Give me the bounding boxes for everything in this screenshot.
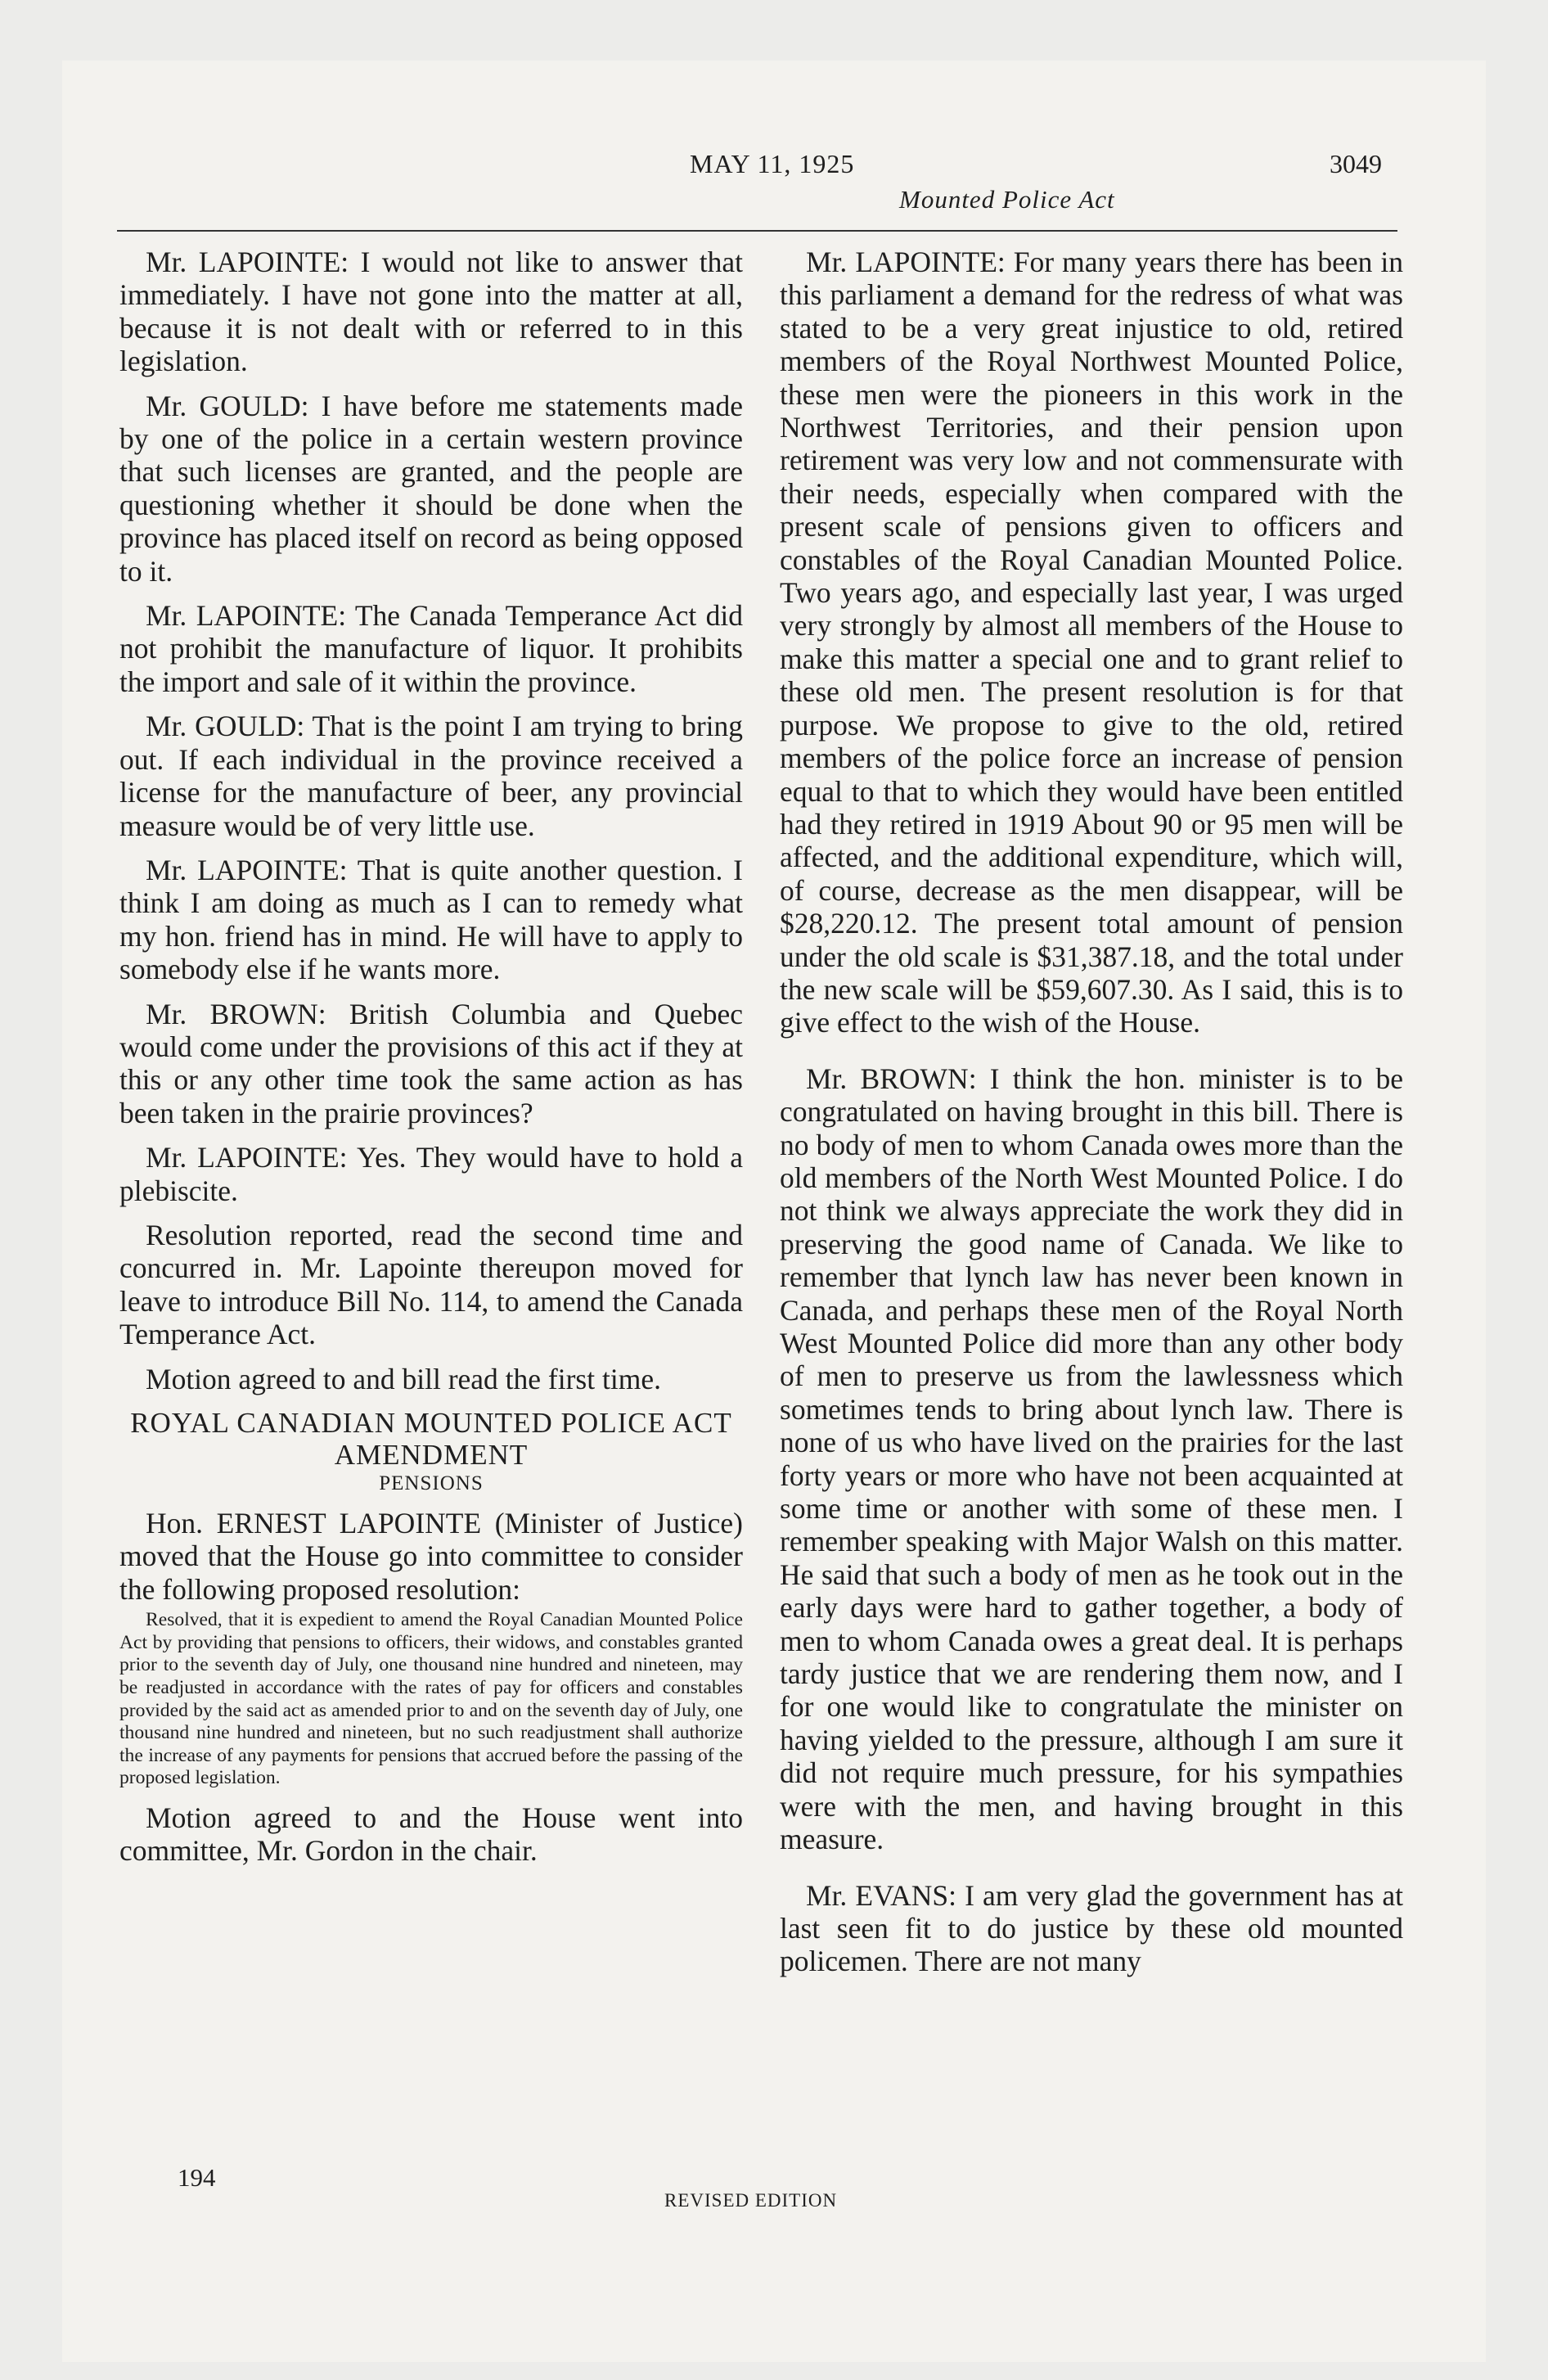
- header-date: MAY 11, 1925: [690, 149, 855, 178]
- edition-label: REVISED EDITION: [664, 2190, 838, 2211]
- paragraph: Resolution reported, read the second time and concurred in. Mr. Lapointe thereupon moved for leave to introduce Bill No. 114, to amend the Canada Temperance Act.: [119, 1218, 743, 1351]
- right-column: [780, 246, 1403, 1978]
- paragraph: Mr. BROWN: I think the hon. minister is to be congratulated on having brought in this bill. There is no body of men to whom Canada owes more than the old members of the North West Mounted Police. I do not think we always appreciate the work they did in preserving the good name of Canada. We like to remember that lynch law has never been known in Canada, and perhaps these men of the Royal North West Mounted Police did more than any other body of men to preserve us from the lawlessness which sometimes tends to bring about lynch law. There is none of us who have lived on the prairies for the last forty years or more who have not been acquainted at some time or another with some of these men. I remember speaking with Major Walsh on this matter. He said that such a body of men as he took out in the early days were hard to gather together, a body of men to whom Canada owes a great deal. It is perhaps tardy justice that we are rendering them now, and I for one would like to congratulate the minister on having yielded to the pressure, although I am sure it did not require much pressure, for his sympathies were with the men, and having brought in this measure.: [780, 1062, 1403, 1856]
- paragraph: Mr. LAPOINTE: For many years there has been in this parliament a demand for the redress of what was stated to be a very great injustice to old, retired members of the Royal Northwest Mounted Police, these men were the pioneers in this work in the Northwest Territories, and their pension upon retirement was very low and not commensurate with their needs, especially when compared with the present scale of pensions given to officers and constables of the Royal Canadian Mounted Police. Two years ago, and especially last year, I was urged very strongly by almost all members of the House to make this matter a special one and to grant relief to these old men. The present resolution is for that purpose. We propose to give to the old, retired members of the police force an increase of pension equal to that to which they would have been entitled had they retired in 1919 About 90 or 95 men will be affected, and the additional expenditure, which will, of course, decrease as the men disappear, will be $28,220.12. The present total amount of pension under the old scale is $31,387.18, and the total under the new scale will be $59,607.30. As I said, this is to give effect to the wish of the House.: [780, 246, 1403, 1039]
- paragraph: Mr. LAPOINTE: The Canada Temperance Act did not prohibit the manufacture of liquor. It prohibits the import and sale of it within the province.: [119, 599, 743, 698]
- paragraph: Mr. GOULD: I have before me statements made by one of the police in a certain western province that such licenses are granted, and the people are questioning whether it should be done when the province has placed itself on record as being opposed to it.: [119, 389, 743, 588]
- resolution-text: Resolved, that it is expedient to amend the Royal Canadian Mounted Police Act by providing that pensions to officers, their widows, and constables granted prior to the seventh day of July, one thousand nine hundred and nineteen, may be readjusted in accordance with the rates of pay for officers and constables provided by the said act as amended prior to and on the seventh day of July, one thousand nine hundred and nineteen, but no such readjustment shall authorize the increase of any payments for pensions that accrued before the passing of the proposed legislation.: [119, 1609, 743, 1789]
- paragraph: Mr. LAPOINTE: Yes. They would have to hold a plebiscite.: [119, 1141, 743, 1207]
- header-rule: [117, 230, 1397, 232]
- section-subheading: PENSIONS: [379, 1472, 484, 1494]
- left-column: [119, 246, 743, 1868]
- paragraph: Mr. EVANS: I am very glad the government has at last seen fit to do justice by these old mounted policemen. There are not many: [780, 1878, 1403, 1978]
- paragraph: Motion agreed to and the House went into committee, Mr. Gordon in the chair.: [119, 1801, 743, 1868]
- header-page-number: 3049: [1330, 149, 1382, 178]
- paragraph: Mr. LAPOINTE: That is quite another question. I think I am doing as much as I can to remedy what my hon. friend has in mind. He will have to apply to somebody else if he wants more.: [119, 853, 743, 986]
- header-topic: Mounted Police Act: [899, 185, 1115, 214]
- sheet-number: 194: [178, 2163, 216, 2192]
- paragraph: Motion agreed to and bill read the first time.: [146, 1362, 661, 1395]
- paragraph: Mr. LAPOINTE: I would not like to answer that immediately. I have not gone into the matter at all, because it is not dealt with or referred to in this legislation.: [119, 246, 743, 378]
- paragraph: Mr. BROWN: British Columbia and Quebec would come under the provisions of this act if they at this or any other time took the same action as has been taken in the prairie provinces?: [119, 997, 743, 1129]
- paragraph: Hon. ERNEST LAPOINTE (Minister of Justice) moved that the House go into committee to consider the following proposed resolution:: [119, 1507, 743, 1606]
- section-heading: ROYAL CANADIAN MOUNTED POLICE ACT AMENDMENT: [130, 1407, 732, 1471]
- paragraph: Mr. GOULD: That is the point I am trying to bring out. If each individual in the province received a license for the manufacture of beer, any provincial measure would be of very little use.: [119, 710, 743, 842]
